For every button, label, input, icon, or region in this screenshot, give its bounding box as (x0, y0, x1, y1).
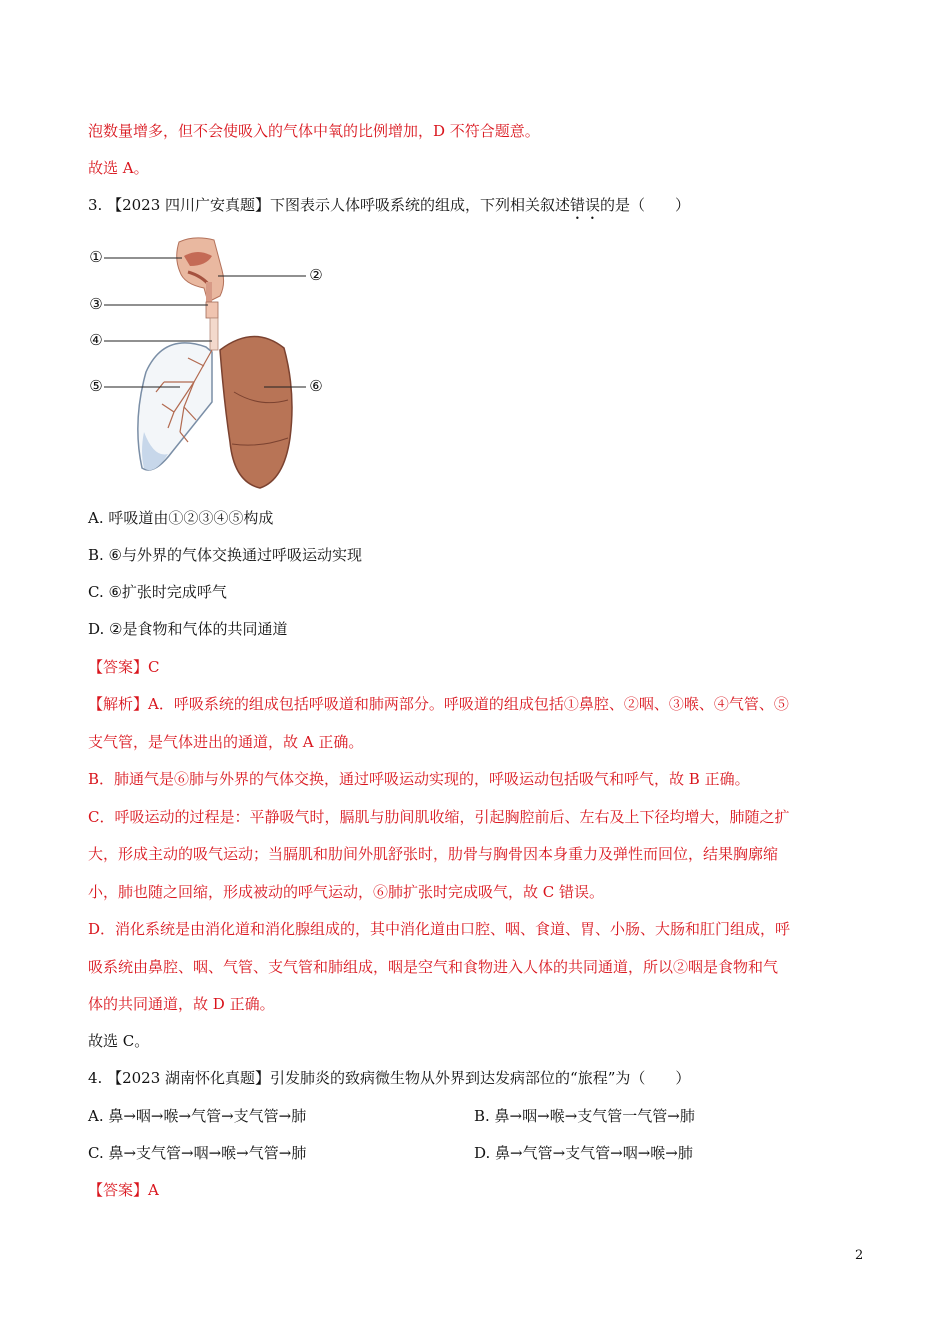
label-4-text: ④ (89, 331, 103, 349)
q3-stem-post: 的是（ ） (600, 196, 691, 214)
q3-analysis-line: 大，形成主动的吸气运动；当膈肌和肋间外肌舒张时，肋骨与胸骨因本身重力及弹性而回位，结果胸廓缩 (88, 845, 779, 863)
label-6-text: ⑥ (309, 377, 323, 395)
q2-select: 故选 A。 (88, 159, 149, 177)
q3-analysis-line: D．消化系统是由消化道和消化腺组成的，其中消化道由口腔、咽、食道、胃、小肠、大肠和肛门组成，呼 (88, 920, 791, 938)
q3-analysis-line: C．呼吸运动的过程是：平静吸气时，膈肌与肋间肌收缩，引起胸腔前后、左右及上下径均增大，肺随之扩 (88, 808, 790, 826)
label-2-text: ② (309, 266, 323, 284)
q2-analysis-tail: 泡数量增多，但不会使吸入的气体中氧的比例增加，D 不符合题意。 (88, 122, 540, 140)
q4-option-b: B. 鼻→咽→喉→支气管一气管→肺 (474, 1107, 695, 1125)
q3-option-b: B. ⑥与外界的气体交换通过呼吸运动实现 (88, 546, 363, 564)
q3-stem-emphasis: 错误 (570, 196, 601, 214)
q3-analysis-line: 小，肺也随之回缩，形成被动的呼气运动，⑥肺扩张时完成吸气，故 C 错误。 (88, 883, 605, 901)
q3-analysis-line: 吸系统由鼻腔、咽、气管、支气管和肺组成，咽是空气和食物进入人体的共同通道，所以②咽是食物和气 (88, 958, 779, 976)
q3-option-d: D. ②是食物和气体的共同通道 (88, 620, 288, 638)
q4-option-c: C. 鼻→支气管→咽→喉→气管→肺 (88, 1144, 307, 1162)
q3-stem (88, 195, 690, 223)
q3-option-a: A. 呼吸道由①②③④⑤构成 (88, 509, 274, 527)
q4-stem: 4. 【2023 湖南怀化真题】引发肺炎的致病微生物从外界到达发病部位的“旅程”为（ ） (88, 1069, 691, 1087)
label-5-text: ⑤ (89, 377, 103, 395)
q3-analysis-line: 支气管，是气体进出的通道，故 A 正确。 (88, 733, 364, 751)
q4-option-a: A. 鼻→咽→喉→气管→支气管→肺 (88, 1107, 307, 1125)
q3-analysis-line: 【解析】A．呼吸系统的组成包括呼吸道和肺两部分。呼吸道的组成包括①鼻腔、②咽、③喉、④气管、⑤ (88, 695, 789, 713)
q3-analysis-line: B．肺通气是⑥肺与外界的气体交换，通过呼吸运动实现的，呼吸运动包括吸气和呼气，故 B 正确。 (88, 770, 750, 788)
label-1-text: ① (89, 248, 103, 266)
label-3-text: ③ (89, 295, 103, 313)
q3-analysis-line: 体的共同通道，故 D 正确。 (88, 995, 275, 1013)
respiratory-system-figure (84, 232, 334, 494)
q3-select: 故选 C。 (88, 1032, 150, 1050)
q4-option-d: D. 鼻→气管→支气管→咽→喉→肺 (474, 1144, 693, 1162)
page-number: 2 (855, 1248, 864, 1263)
q3-stem-pre: 3. 【2023 四川广安真题】下图表示人体呼吸系统的组成，下列相关叙述 (88, 196, 571, 214)
q3-answer: 【答案】C (88, 658, 160, 676)
q3-option-c: C. ⑥扩张时完成呼气 (88, 583, 227, 601)
q4-answer: 【答案】A (88, 1181, 159, 1199)
